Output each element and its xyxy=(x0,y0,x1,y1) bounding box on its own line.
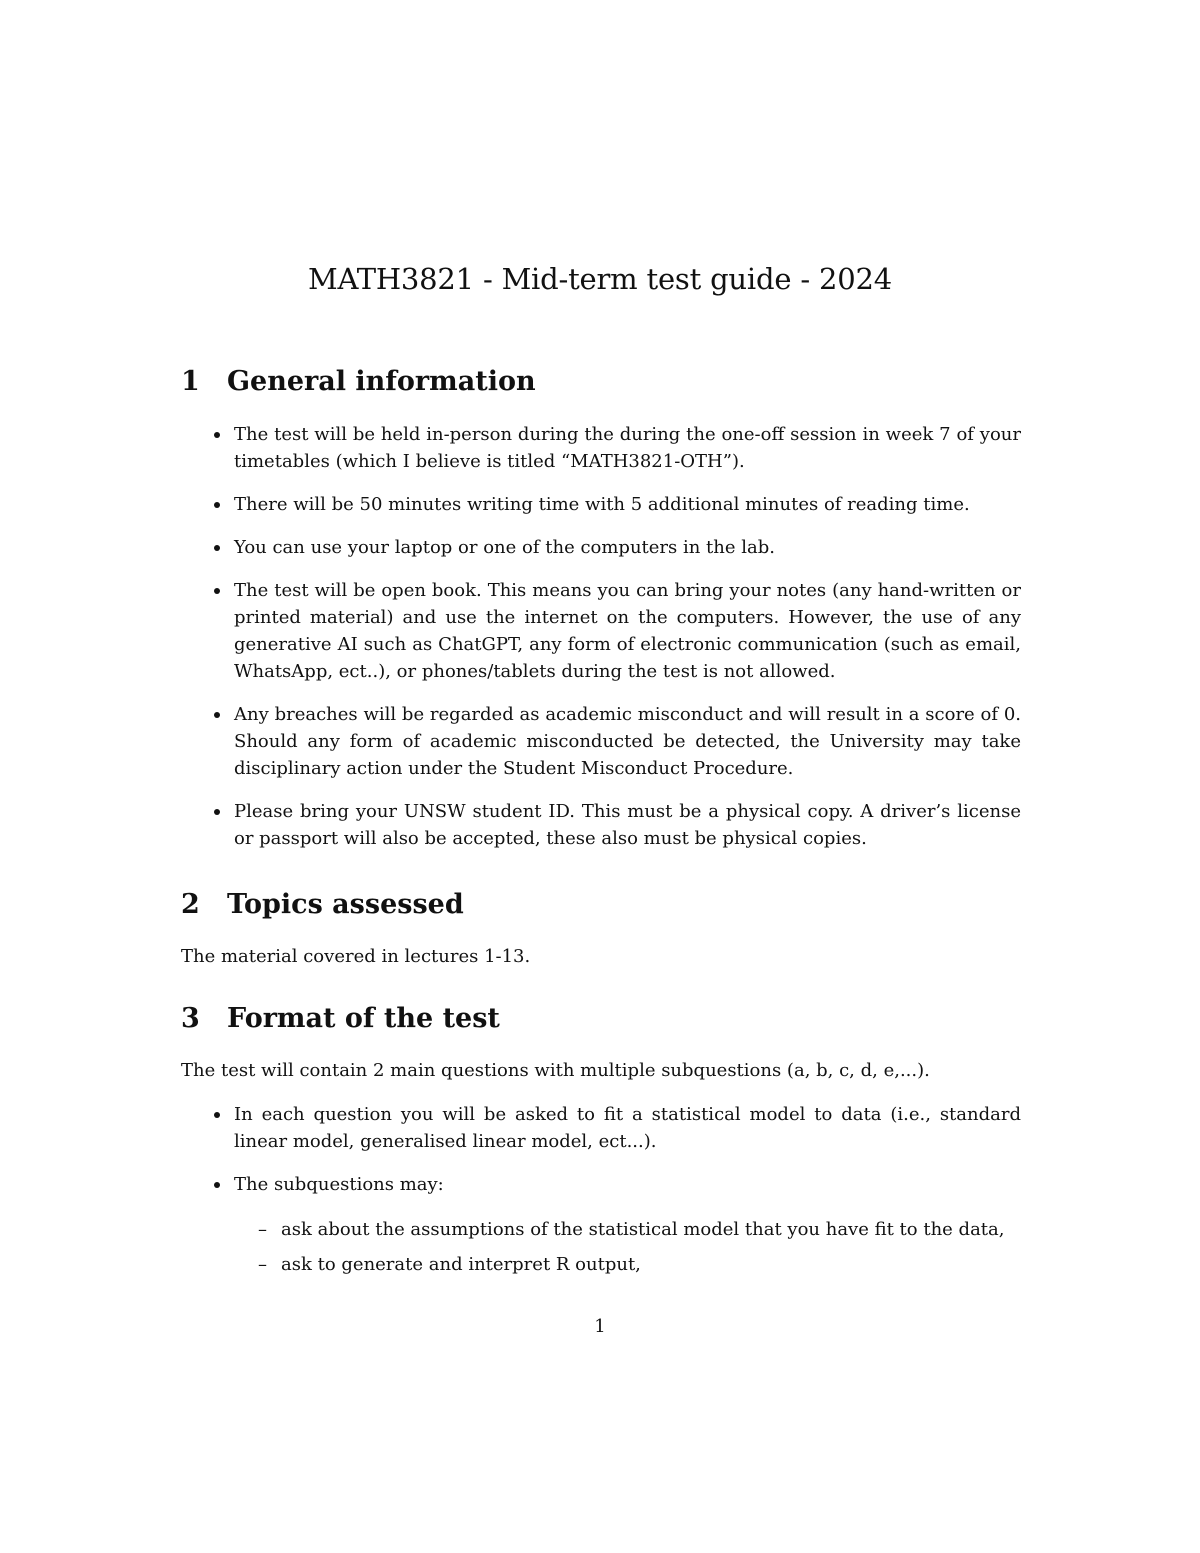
list-item: Please bring your UNSW student ID. This must be a physical copy. A driver’s license or passport will also be accepted, these also must be physical copies. xyxy=(181,798,1021,852)
section-title: Format of the test xyxy=(227,1003,500,1034)
subquestions-list xyxy=(234,1216,1021,1278)
list-item: There will be 50 minutes writing time with 5 additional minutes of reading time. xyxy=(181,491,1021,518)
section-number: 3 xyxy=(181,1003,200,1034)
section-number: 1 xyxy=(181,366,200,397)
list-item: Any breaches will be regarded as academic misconduct and will result in a score of 0. Should any form of academic misconducted be detected, the University may take disciplinary action under the Student Misconduct Procedure. xyxy=(181,701,1021,782)
format-list xyxy=(181,1101,1021,1294)
sub-list-item: – ask about the assumptions of the statistical model that you have fit to the data, xyxy=(234,1216,1021,1243)
list-item: The test will be open book. This means you can bring your notes (any hand-written or printed material) and use the internet on the computers. However, the use of any generative AI such as ChatGPT, any form of electronic communication (such as email, WhatsApp, ect..), or phones/tablets during the test is not allowed. xyxy=(181,577,1021,685)
general-information-list xyxy=(181,421,1021,868)
section-heading-general-information xyxy=(181,366,536,397)
sub-list-item: – ask to generate and interpret R output, xyxy=(234,1251,1021,1278)
topics-paragraph: The material covered in lectures 1-13. xyxy=(181,946,531,967)
page-number: 1 xyxy=(594,1316,606,1337)
section-number: 2 xyxy=(181,889,200,920)
format-paragraph: The test will contain 2 main questions with multiple subquestions (a, b, c, d, e,...). xyxy=(181,1060,930,1081)
list-item: You can use your laptop or one of the computers in the lab. xyxy=(181,534,1021,561)
section-title: General information xyxy=(227,366,536,397)
section-title: Topics assessed xyxy=(227,889,464,920)
document-title: MATH3821 - Mid-term test guide - 2024 xyxy=(308,262,892,296)
section-heading-topics-assessed xyxy=(181,889,464,920)
list-item: In each question you will be asked to fit a statistical model to data (i.e., standard linear model, generalised linear model, ect...). xyxy=(181,1101,1021,1155)
list-item-text: The subquestions may: xyxy=(234,1174,444,1195)
list-item xyxy=(181,1171,1021,1278)
list-item: The test will be held in-person during the during the one-off session in week 7 of your timetables (which I believe is titled “MATH3821-OTH”). xyxy=(181,421,1021,475)
section-heading-format-of-the-test xyxy=(181,1003,500,1034)
